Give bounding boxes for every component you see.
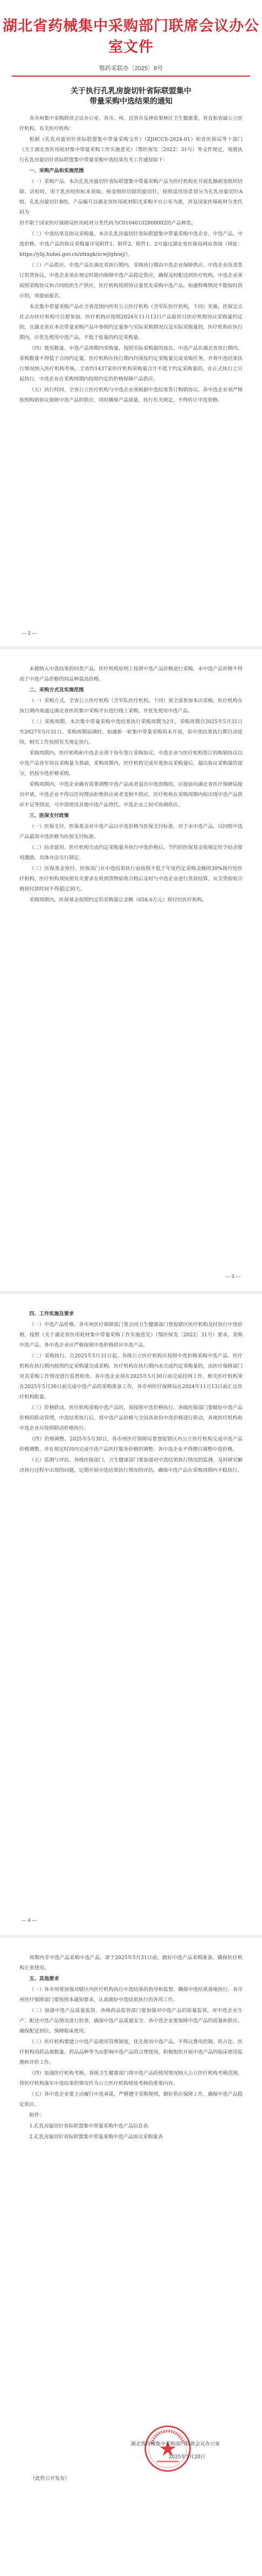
- paragraph: 各市州集中采购联席会议办公室、各市、州、直管市及神农架林区卫生健康委，省直和省属公立医疗机构，有关医疗机构：: [19, 115, 243, 132]
- body-text: [19, 1936, 243, 2142]
- section-heading: 一、采购产品和实施范围: [29, 168, 84, 174]
- page-4: [0, 1936, 262, 2576]
- paragraph: 2.孔乳房旋切针省际联盟集中带量采购中选产品协议采购量表: [29, 2134, 163, 2140]
- paragraph: （二）采购周期。本次集中带量采购中选结果执行采购周期为2年，采购周期自2025年5月31日至2027年5月31日。采购周期届满时，如遇新一轮集中带量采购尚未开展，原中选结果执行期自动延续，相关工作按照有关规定执行。: [19, 719, 243, 745]
- page-1: [0, 0, 262, 648]
- paragraph: （四）使用数量。中选产品周期内采购量，按照实际采购量的加总。中选产品在湖北省执行期内，采购数量不得低于合同约定量，医疗机构在执行期内均须按约定采购量完成采购任务，并将中选结果执行情况纳入医疗机构考核。全省约1437家医疗机构采购量合计不低于约定采购量的，在正式执行之日起执行，中选企业在采购周期内按照约定的价格保障产品供应。: [19, 345, 243, 382]
- paragraph: （三）价格联动。医疗机构采购中选产品时，须按照中选价格执行。各级医保部门要做好中选产品价格的联动管理，中选结果执行后，将中选产品价格与全国各省份中选价格进行联动，各地医疗机构和中选企业应按照联动价格执行。: [19, 1405, 243, 1431]
- paragraph: （一）中选产品价格。各市州医疗保障部门要会同卫生健康部门督促辖区医疗机构及时执行中选价格，按照《关于湖北省医用耗材集中带量采购工作实施意见》（鄂医保发〔2022〕31号）要求，采购中选产品。各中选企业应严格按照中选价格供应中选产品。: [19, 1322, 243, 1348]
- body-text: [19, 1293, 243, 1476]
- paragraph: 附件：: [29, 2112, 44, 2118]
- paragraph: （一）采购方式。全省公立医疗机构（含军队医疗机构，下同）须全部参加本次采购，医疗机构在执行期内须通过湖北省医药集中采购平台进行线上采购，并优先使用中选产品。: [19, 698, 243, 714]
- body-text: [19, 648, 243, 905]
- page-number: — 3 —: [225, 1274, 240, 1279]
- paragraph: 周期内非中选产品采购中选产品，请于2025年5月31日前，做好中选产品采购准备，确保医疗机构正常使用。: [19, 1955, 243, 1971]
- paragraph: （四）加强医疗机构考核。各级卫生健康部门将中选产品的使用情况纳入公立医疗机构考核范围，将医疗机构落实中选结果的情况作为公立医疗机构绩效考核的重要内容。: [19, 2070, 243, 2086]
- page-number: — 2 —: [22, 630, 37, 636]
- paragraph: （二）采购执行。自2025年5月31日起，各级公立医疗机构应按照中选价格采购中选产品。医疗机构在执行期内按照约定采购量完成采购，医疗机构在执行期内未完成约定采购量的，由医疗保障部门对其采购工作情况进行监督检查。各中选企业须在2025年5月30日前完成挂网工作，相关医疗机构须在2025年5月30日前完成中选产品的采购准备工作，各市州医疗保障局在2024年11月13日前汇总医疗机构报量。: [19, 1353, 243, 1400]
- paragraph: （三）医疗机构要建立中选产品使用管理制度，优先使用中选产品，不得以费用控制、药占比、医疗机构用药品规数量、药品品种等为由影响中选产品的合理使用，积极组织开展中选产品的临床使用监测和评价工作。: [19, 2039, 243, 2065]
- section-heading: 四、工作实施及要求: [29, 1311, 74, 1317]
- paragraph: （五）各中选企业要主动履行中选承诺，严格遵守采购规则，做好供应保障工作，确保中选产品稳定供应。: [19, 2091, 243, 2108]
- paragraph: 本次集中带量采购产品在全省范围内所有公立医疗机构（含军队医疗机构，下同）实施，医保定点社会办医疗机构可自愿参加。医疗机构应按照2024年11月13日产品报价日医疗机构协议采购量约定的，且湖北省在本次带量采购产品中参照约定量参与实际采购情况以及实际采购量的，医疗机构在执行期内，应优先使用中选产品，不低于报量的约定采购量。: [19, 304, 243, 341]
- paragraph: 根据《孔乳房旋切针省际联盟集中带量采购文件》（ZJHCCS-2024-01）和省医保局等十部门《关于湖北省医用耗材集中带量采购工作实施意见》（鄂医保发〔2022〕31号）等文件规定，现就执行孔乳房旋切针省际联盟集中带量采购中选结果有关工作通知如下：: [19, 137, 243, 163]
- section-heading: 二、采购方式及实施范围: [29, 687, 84, 693]
- publication-note: （此件公开发布）: [30, 2476, 70, 2482]
- page-3: [0, 1293, 262, 1936]
- issuing-organization: 湖北省药械集中采购部门联席会议办公室: [130, 2441, 220, 2447]
- page-2: [0, 648, 262, 1293]
- paragraph: （五）监测与评估。各级医保部门、卫生健康部门要加强对中选结果执行情况的监测，及时研究解决执行过程中出现的问题，定期开展中选结果执行情况的评估，确保中选产品在采购周期内平稳执行。: [19, 1457, 243, 1473]
- red-divider: [12, 76, 250, 77]
- paragraph: （一）采购产品。本次孔乳房旋切针省际联盟集中带量采购产品为医疗机构在开展乳腺病变组织切除、活检时，用于乳房组织标本获取、病变组织切除的旋切针，按照适用场景划分为孔乳房旋切针A组、孔乳房旋切针B组，产品编号以湖北省医用耗材阳光采购平台公布为准，涉及国家医保耗材分类代码为: [19, 179, 243, 215]
- paragraph: 采购周期内，中选企业确有需要调整中选产品或者退出中选资格的，应提前向湖北省医疗保障局提出申请，中选企业不得以任何理由拒绝供应或者变相不供应。医疗机构在采购周期内如出现中选产品供应不足等情况，可申请使用其他中选产品替代。中选企业之间可协调供应。: [19, 781, 243, 808]
- document-title: [16, 86, 246, 107]
- document-number: 鄂药采联办〔2025〕8号: [99, 65, 163, 72]
- title-line: 带量采购中选结果的通知: [89, 97, 173, 106]
- paragraph: （三）医保基金预付。医保部门在中选结果执行前按照不低于年度约定采购金额的30%预付给医疗机构，医疗机构须按照有关要求在收到货物验收合格后及时与中选企业进行货款结算，从交货验收合格到付款时间不得超过30天。: [19, 866, 243, 892]
- paragraph: 未被纳入中选结果的同类产品，医疗机构原则上按照中选产品价格进行采购，未中选产品价格不得高于中选产品价格的同品种最高价格。: [19, 666, 243, 682]
- paragraph: （五）执行时间。全省公立医疗机构与中选企业须根据中选结果签订购销协议，各中选企业须严格按照购销协议保障中选产品的供应，同时确保产品质量，执行有关规定，不得转让中选资格。: [19, 387, 243, 403]
- section-heading: 五、其他要求: [29, 1976, 59, 1982]
- paragraph: 采购周期内，医保基金按照约定的采购量总金额（658.6万元）预付给医疗机构。: [29, 897, 207, 903]
- paragraph: 1.孔乳房旋切针省际联盟集中带量采购中选产品信息表: [29, 2123, 148, 2129]
- official-seal-icon: [143, 2424, 192, 2473]
- paragraph: （二）加强中选产品质量监管。各级药品监管部门要加强对中选产品的质量监管，对中选企业生产、配送中选产品情况进行检查，确保中选产品质量安全。各中选企业要保障中选产品的质量和供应，确保配送到位，保障临床使用。: [19, 2008, 243, 2034]
- paragraph: （四）价格调整。2025年5月30日，各市州医疗保障局要督促辖区内公立医疗机构完成中选产品价格调整，并在规定时间内完成中选产品医疗服务价格的调整。各中选企业不得擅自调整中选价格。: [19, 1436, 243, 1452]
- issue-date: 2025年5月20日: [168, 2454, 205, 2460]
- paragraph: （一）各市州要加强对辖区内医疗机构执行中选结果的指导和监督，确保中选结果落地执行。各市州医疗保障部门要按照本通知要求，认真做好中选结果执行的各项工作。: [19, 1987, 243, 2003]
- paragraph: （一）医保支付。医保基金对中选产品以中选价格为医保支付标准，对于未中选产品，以同组中选产品最高中选价格为医保支付标准。: [19, 824, 243, 840]
- paragraph: （二）中选结果及协议采购量。本次孔乳房旋切针省际联盟集中带量采购中选企业、中选产品、中选价格、中选产品的协议采购量详见附件1、附件2。附件1、2可通过湖北省医保局网站查阅（网址：https://ybj.hubei.gov.cn/zfxxgk/zcwj/gfxwj/）。: [19, 231, 243, 257]
- paragraph: （二）结余留用。医疗机构完成约定采购量并执行中选价格后，节约的医保基金按规定给予结余留用激励，具体办法另行制定。: [19, 845, 243, 861]
- paragraph: （三）产品供应。中选产品在湖北省执行期内，采购执行期由中选企业保障供应，中选企业负责签订供货协议，中选企业须在规定时限内保障中选产品稳定供应，确保及时配送到医疗机构。中选企业须按照采购协议和合同组织生产供应，医疗机构按照协议量优先采购中选产品，如遇特殊情况不能按时供应的，须提前报告。: [19, 262, 243, 299]
- page-number: — 4 —: [22, 1918, 37, 1923]
- body-text: [19, 113, 243, 405]
- issuer-masthead: 湖北省药械集中采购部门联席会议办公室文件: [3, 18, 259, 56]
- section-heading: 三、医保支付政策: [29, 813, 69, 819]
- title-line: 关于执行孔乳房旋切针省际联盟集中: [71, 87, 191, 96]
- paragraph: 但不限于国家医疗保障局医用耗材分类代码为C01040102800002的产品种类。: [19, 220, 196, 226]
- paragraph: 采购周期内，医疗机构和中选企业须于每年签订采购协议，中选企业与医疗机构签订的购销协议以中选产品首年协议采购量为基础，采购周期内，医疗机构完成年度协议采购量后，超出协议采购量的部分，仍按中选价格采购。: [19, 750, 243, 777]
